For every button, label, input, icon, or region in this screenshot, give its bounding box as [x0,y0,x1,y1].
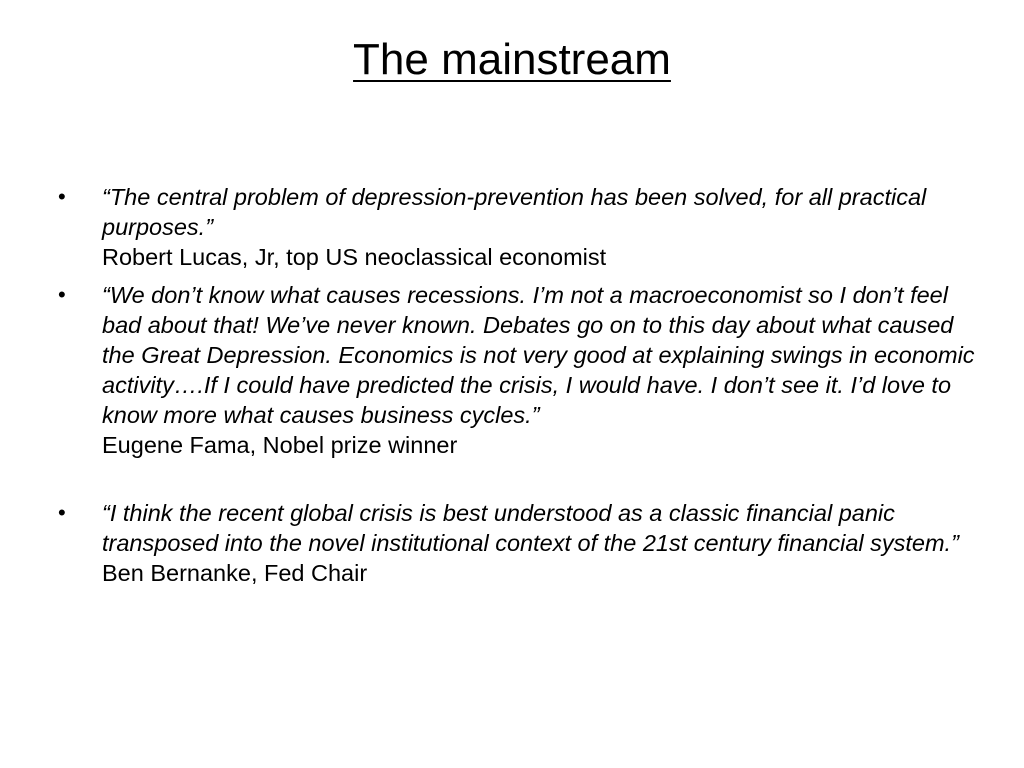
quote-attribution: Ben Bernanke, Fed Chair [102,560,368,586]
quote-attribution: Eugene Fama, Nobel prize winner [102,432,458,458]
bullet-marker: • [58,282,66,307]
bullet-item-lucas [58,182,978,272]
quote-text: “The central problem of depression-prevention has been solved, for all practical purposes.” [102,184,927,240]
slide-title-text: The mainstream [353,35,671,84]
bullet-list [58,182,978,588]
quote-text: “We don’t know what causes recessions. I’m not a macroeconomist so I don’t feel bad about that! We’ve never known. Debates go on to this day about what caused the Great Depression. Economics is not very good at explaining swings in economic activity….If I could have predicted the crisis, I would have. I don’t see it. I’d love to know more what causes business cycles.” [102,282,975,428]
slide-title [0,30,1024,90]
quote-text: “I think the recent global crisis is best understood as a classic financial panic transposed into the novel institutional context of the 21st century financial system.” [102,500,959,556]
quote-attribution: Robert Lucas, Jr, top US neoclassical economist [102,244,607,270]
bullet-marker: • [58,500,66,525]
bullet-item-bernanke [58,498,978,588]
bullet-marker: • [58,184,66,209]
bullet-item-fama [58,280,978,460]
